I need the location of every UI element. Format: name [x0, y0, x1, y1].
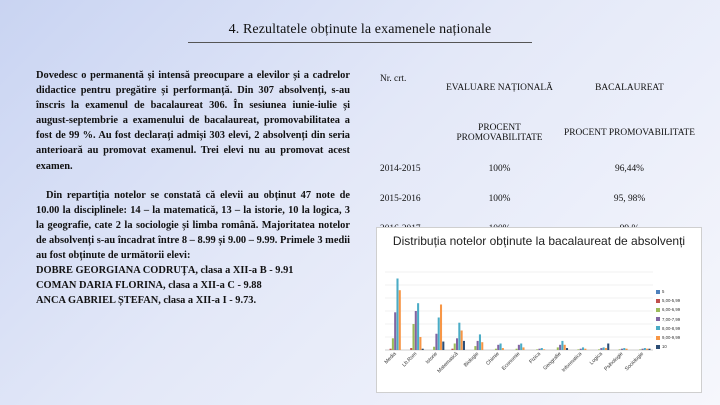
bar-psihologie-2	[619, 349, 621, 350]
top-student-2: COMAN DARIA FLORINA, clasa a XII-a C - 9.88	[36, 280, 262, 292]
header-bacalaureat: BACALAUREAT	[595, 83, 664, 93]
page-title: 4. Rezultatele obținute la examenele naționale	[228, 22, 492, 37]
chart-plot	[377, 228, 701, 392]
legend-swatch	[656, 345, 660, 349]
legend-item	[656, 315, 700, 324]
x-tick-label: Logica	[588, 351, 604, 367]
legend-item	[656, 342, 700, 351]
x-tick-label: Sociologie	[623, 351, 646, 373]
bar-logica-3	[600, 348, 602, 350]
legend-label: 5	[662, 289, 665, 294]
bar-media-2	[392, 338, 394, 350]
legend-swatch	[656, 326, 660, 330]
bar-lb.rom-1	[410, 348, 412, 350]
bar-matematică-2	[454, 344, 456, 351]
bar-psihologie-4	[623, 348, 625, 350]
bar-logica-5	[605, 348, 607, 350]
row-bac-percent: 95, 98%	[613, 194, 646, 204]
header-evaluare-nationala: EVALUARE NAȚIONALĂ	[446, 83, 553, 93]
bar-fizica-2	[536, 349, 538, 350]
bar-chimie-2	[495, 349, 497, 350]
bar-logica-4	[603, 347, 605, 350]
bar-istorie-6	[442, 342, 444, 350]
bar-fizica-3	[538, 349, 540, 350]
bar-geografie-4	[561, 341, 563, 350]
x-tick-label: Geografie	[542, 351, 563, 372]
bar-sociologie-4	[644, 348, 646, 350]
bar-geografie-5	[564, 345, 566, 350]
bar-chimie-5	[502, 348, 504, 350]
x-tick-label: Chimie	[485, 351, 501, 367]
grades-distribution-chart	[376, 227, 702, 393]
bar-matematică-4	[458, 323, 460, 350]
legend-swatch	[656, 317, 660, 321]
bar-istorie-2	[433, 347, 435, 350]
bar-lb.rom-2	[412, 324, 414, 350]
row-year: 2014-2015	[380, 164, 421, 174]
bar-istorie-3	[435, 334, 437, 350]
bar-geografie-2	[557, 347, 559, 350]
bar-media-5	[399, 290, 401, 350]
legend-label: 9,00-9,99	[662, 334, 681, 340]
bar-sociologie-2	[639, 349, 641, 350]
bar-matematică-6	[463, 341, 465, 350]
table-subheader-row	[372, 112, 702, 154]
bar-lb.rom-5	[419, 337, 421, 350]
paragraph-performance: Dovedesc o permanentă și intensă preocupare a elevilor și a cadrelor didactice pentru pregătire și performanță. Din 307 absolvenți, s-au înscris la examenul de bacalaureat 306. În sesiunea iunie-iulie și august-septembrie a examenului de bacalaureat, promovabilitatea a fost de 99 %. Au fost declarați admiși 303 elevi, 2 absolvenți din seria anterioară au promovat examenul. Trei elevi nu au promovat acest examen.	[36, 70, 350, 172]
bar-istorie-5	[440, 305, 442, 351]
bar-psihologie-3	[621, 349, 623, 350]
bar-lb.rom-3	[415, 311, 417, 350]
row-year: 2015-2016	[380, 194, 421, 204]
bar-logica-2	[598, 349, 600, 350]
bar-chimie-3	[497, 345, 499, 350]
bar-biologie-4	[479, 334, 481, 350]
bar-psihologie-5	[626, 349, 628, 350]
left-text-block	[36, 68, 350, 308]
x-tick-label: Matematică	[436, 351, 460, 375]
legend-item	[656, 324, 700, 333]
bar-geografie-3	[559, 345, 561, 350]
x-tick-label: Economie	[500, 351, 522, 372]
row-en-percent: 100%	[488, 194, 511, 204]
bar-istorie-4	[438, 318, 440, 351]
bar-fizica-4	[541, 348, 543, 350]
bar-matematică-3	[456, 338, 458, 350]
bar-informatica-3	[580, 349, 582, 350]
row-en-percent: 100%	[488, 164, 511, 174]
bar-economie-3	[518, 345, 520, 350]
row-bac-percent: 96,44%	[615, 164, 644, 174]
x-tick-label: Istorie	[424, 351, 439, 366]
legend-item	[656, 296, 700, 305]
table-row	[372, 154, 702, 184]
bar-media-3	[394, 312, 396, 350]
bar-informatica-4	[582, 347, 584, 350]
legend-item	[656, 305, 700, 314]
x-tick-label: Psihologie	[603, 351, 625, 373]
bar-biologie-3	[477, 341, 479, 350]
bar-matematică-5	[461, 331, 463, 351]
legend-label: 5,00-5,99	[662, 298, 681, 304]
results-table	[372, 64, 702, 244]
chart-legend	[656, 287, 700, 351]
bar-biologie-5	[481, 342, 483, 350]
title-underline	[188, 42, 532, 43]
chart-title: Distribuția notelor obținute la bacalaureat de absolvenți	[392, 234, 686, 248]
bar-fizica-5	[543, 349, 545, 350]
bar-logica-6	[607, 344, 609, 351]
subheader-bac-procent: PROCENT PROMOVABILITATE	[564, 128, 695, 138]
legend-swatch	[656, 299, 660, 303]
subheader-empty	[372, 112, 442, 154]
legend-swatch	[656, 336, 660, 340]
grades-text: Din repartiția notelor se constată că elevii au obținut 47 note de 10.00 la disciplinele: 14 – la matematică, 13 – la istorie, 10 la logica, 3 la geografie, cate 2 la sociologie și limba română. Majoritatea notelor de absolvenți s-au încadrat între 8 – 8.99 și 9.00 – 9.99. Primele 3 medii au fost obținute de următorii elevi:	[36, 189, 350, 262]
table-header-row	[372, 64, 702, 112]
header-nr-crt: Nr. crt.	[380, 74, 407, 84]
bar-media-4	[396, 279, 398, 351]
bar-lb.rom-6	[422, 349, 424, 350]
bar-chimie-4	[500, 344, 502, 351]
bar-sociologie-6	[648, 349, 650, 350]
bar-sociologie-3	[642, 349, 644, 350]
legend-label: 10	[662, 344, 667, 350]
bar-biologie-2	[474, 346, 476, 350]
bar-matematică-1	[451, 349, 453, 350]
x-tick-label: Informatica	[560, 351, 584, 374]
x-tick-label: Biologie	[462, 351, 481, 369]
legend-swatch	[656, 308, 660, 312]
table-row	[372, 184, 702, 214]
legend-label: 6,00-6,99	[662, 307, 681, 313]
legend-swatch	[656, 290, 660, 294]
bar-lb.rom-4	[417, 303, 419, 350]
bar-sociologie-5	[646, 349, 648, 350]
bar-economie-2	[516, 349, 518, 350]
legend-label: 7,00-7,99	[662, 316, 681, 322]
legend-item	[656, 287, 700, 296]
bar-media-1	[390, 349, 392, 350]
bar-informatica-2	[577, 349, 579, 350]
top-student-3: ANCA GABRIEL ȘTEFAN, clasa a XII-a I - 9.73.	[36, 295, 257, 307]
legend-label: 8,00-8,99	[662, 325, 681, 331]
bar-economie-4	[520, 344, 522, 351]
x-tick-label: Fizica	[528, 351, 543, 365]
bar-geografie-6	[566, 348, 568, 350]
legend-item	[656, 333, 700, 342]
subheader-en-procent: PROCENT PROMOVABILITATE	[456, 123, 543, 143]
bar-informatica-5	[584, 349, 586, 350]
top-student-1: DOBRE GEORGIANA CODRUȚA, clasa a XII-a B - 9.91	[36, 265, 294, 277]
bar-economie-5	[522, 347, 524, 350]
paragraph-grades	[36, 188, 350, 309]
x-tick-label: Lb.Rom	[401, 351, 419, 369]
x-tick-label: Media	[383, 351, 398, 366]
